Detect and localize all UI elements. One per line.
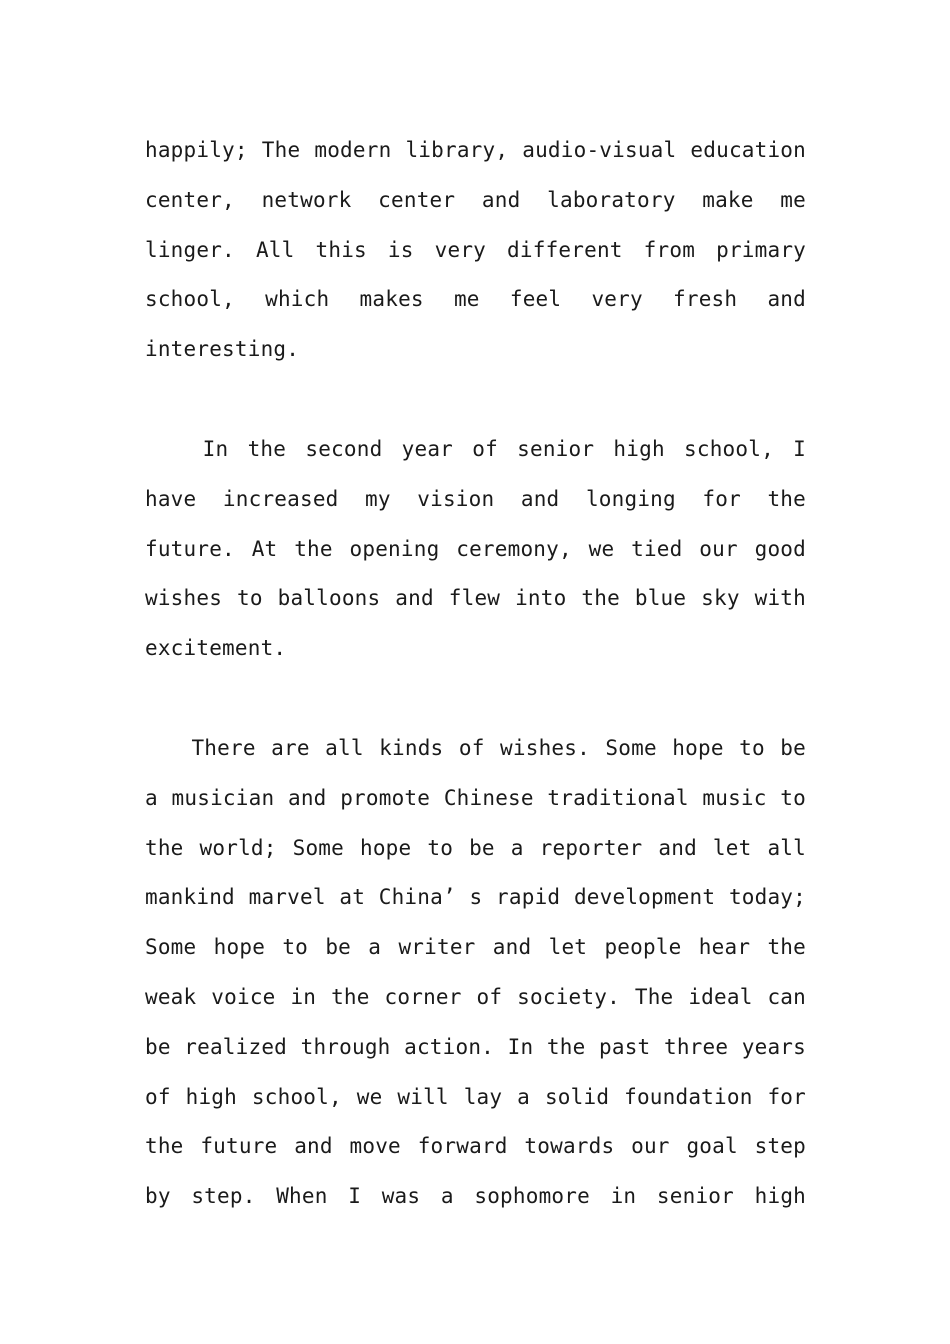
text-line: interesting.: [145, 337, 300, 362]
text-line: by step. When I was a sophomore in senior high: [145, 1184, 806, 1209]
paragraph: [145, 724, 806, 1222]
text-line: school, which makes me feel very fresh and: [145, 287, 806, 312]
text-line: future. At the opening ceremony, we tied our good: [145, 536, 806, 561]
text-line: of high school, we will lay a solid foundation for: [145, 1084, 806, 1109]
text-line: excitement.: [145, 636, 287, 661]
text-line: In the second year of senior high school, I: [145, 437, 806, 461]
text-line: There are all kinds of wishes. Some hope to be: [145, 736, 806, 760]
text-line: linger. All this is very different from primary: [145, 237, 806, 262]
text-line: a musician and promote Chinese traditional music to: [145, 785, 806, 810]
text-line: weak voice in the corner of society. The ideal can: [145, 984, 806, 1009]
text-line: wishes to balloons and flew into the blue sky with: [145, 586, 806, 611]
paragraph: [145, 425, 806, 674]
text-line: center, network center and laboratory make me: [145, 187, 806, 212]
text-line: the future and move forward towards our goal step: [145, 1134, 806, 1159]
text-line: have increased my vision and longing for the: [145, 486, 806, 511]
paragraph: [145, 126, 806, 375]
text-line: mankind marvel at China’ s rapid development today;: [145, 885, 806, 910]
text-line: happily; The modern library, audio-visual education: [145, 138, 806, 162]
text-line: the world; Some hope to be a reporter and let all: [145, 835, 806, 860]
text-line: Some hope to be a writer and let people hear the: [145, 935, 806, 960]
text-line: be realized through action. In the past three years: [145, 1034, 806, 1059]
